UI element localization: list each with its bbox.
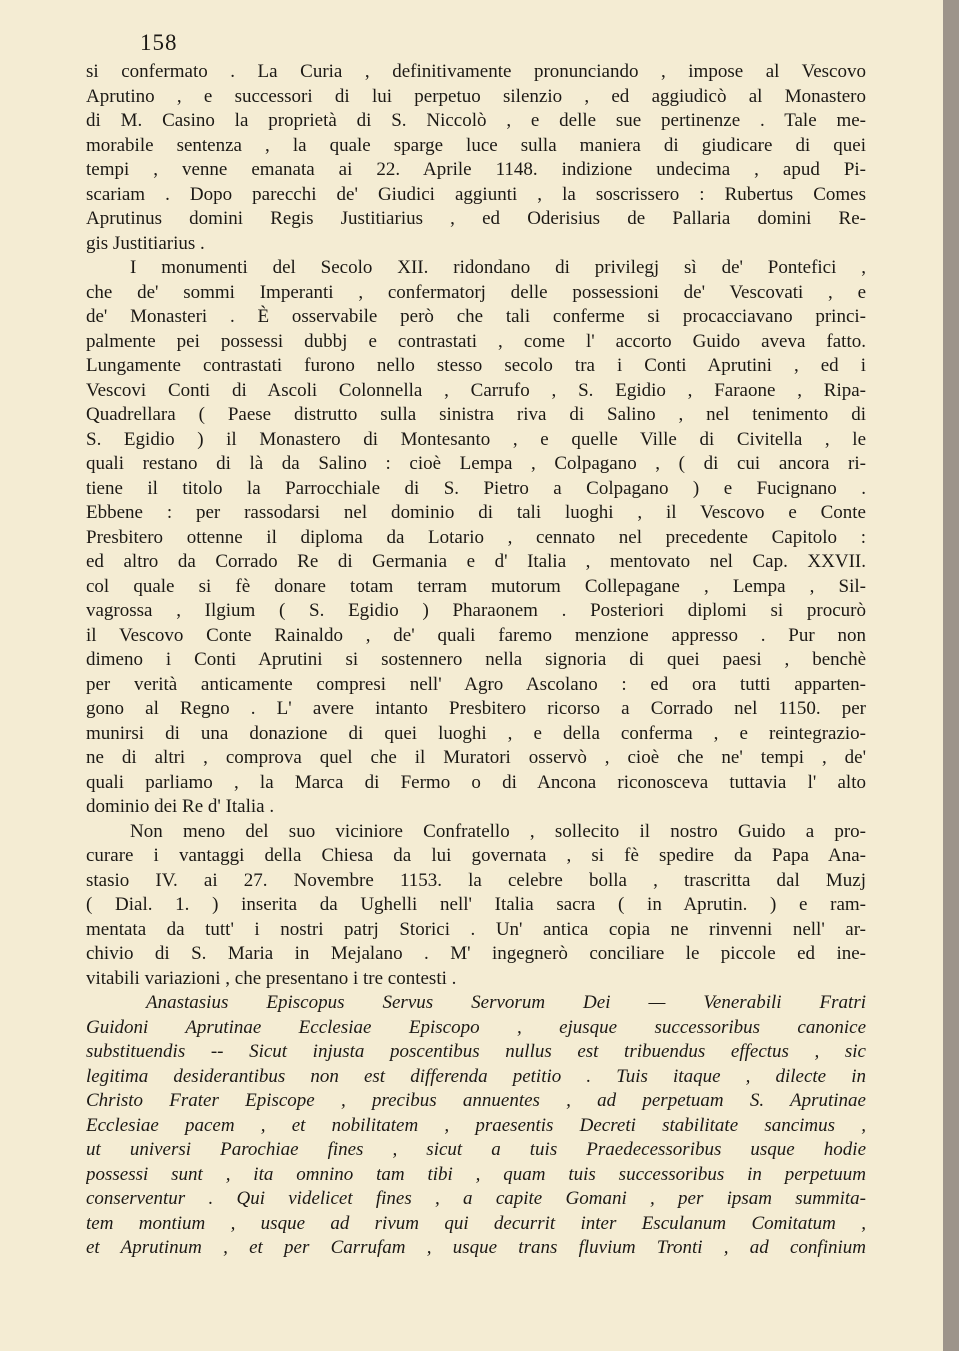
latin-line: ut universi Parochiae fines , sicut a tuis Praedecessoribus usque hodie — [86, 1139, 866, 1160]
text-line: il Vescovo Conte Rainaldo , de' quali faremo menzione appresso . Pur non — [86, 624, 866, 646]
page-text — [86, 60, 866, 1261]
latin-line: conserventur . Qui videlicet fines , a capite Gomani , per ipsam summita- — [86, 1188, 866, 1209]
text-line: Vescovi Conti di Ascoli Colonnella , Carrufo , S. Egidio , Faraone , Ripa- — [86, 379, 866, 401]
latin-line: substituendis -- Sicut injusta poscentibus nullus est tribuendus effectus , sic — [86, 1041, 866, 1062]
text-line: vagrossa , Ilgium ( S. Egidio ) Pharaonem . Posteriori diplomi si procurò — [86, 600, 866, 621]
text-line: Aprutinus domini Regis Justitiarius , ed Oderisius de Pallaria domini Re- — [86, 208, 866, 229]
text-line: col quale si fè donare totam terram mutorum Collepagane , Lempa , Sil- — [86, 575, 866, 597]
text-line: si confermato . La Curia , definitivamente pronunciando , impose al Vescovo — [86, 61, 866, 82]
text-line: munirsi di una donazione di quei luoghi , e della conferma , e reintegrazio- — [86, 722, 866, 744]
text-line: vitabili variazioni , che presentano i tre contesti . — [86, 967, 457, 989]
text-line: di M. Casino la proprietà di S. Niccolò , e delle sue pertinenze . Tale me- — [86, 110, 866, 131]
text-line: S. Egidio ) il Monastero di Montesanto , e quelle Ville di Civitella , le — [86, 428, 866, 450]
text-line: gono al Regno . L' avere intanto Presbitero ricorso a Corrado nel 1150. per — [86, 698, 866, 719]
text-line: stasio IV. ai 27. Novembre 1153. la celebre bolla , trascritta dal Muzj — [86, 869, 866, 891]
text-line: Aprutino , e successori di lui perpetuo silenzio , ed aggiudicò al Monastero — [86, 85, 866, 107]
text-line: ed altro da Corrado Re di Germania e d' Italia , mentovato nel Cap. XXVII. — [86, 551, 866, 572]
text-line: mentata da tutt' i nostri patrj Storici . Un' antica copia ne rinvenni nell' ar- — [86, 918, 866, 940]
latin-line: possessi sunt , ita omnino tam tibi , quam tuis successoribus in perpetuum — [86, 1163, 866, 1185]
latin-line: Guidoni Aprutinae Ecclesiae Episcopo , ejusque successoribus canonice — [86, 1016, 866, 1038]
latin-line: legitima desiderantibus non est differenda petitio . Tuis itaque , dilecte in — [86, 1065, 866, 1087]
latin-line: Anastasius Episcopus Servus Servorum Dei — Venerabili Fratri — [146, 992, 866, 1013]
text-line: curare i vantaggi della Chiesa da lui governata , si fè spedire da Papa Ana- — [86, 845, 866, 866]
text-line: per verità anticamente compresi nell' Agro Ascolano : ed ora tutti apparten- — [86, 673, 866, 695]
text-line: dimeno i Conti Aprutini si sostennero nella signoria di quei paesi , benchè — [86, 649, 866, 670]
text-line: ( Dial. 1. ) inserita da Ughelli nell' Italia sacra ( in Aprutin. ) e ram- — [86, 894, 866, 915]
text-line: gis Justitiarius . — [86, 232, 205, 254]
latin-line: et Aprutinum , et per Carrufam , usque trans fluvium Tronti , ad confinium — [86, 1237, 866, 1258]
text-line: che de' sommi Imperanti , confermatorj delle possessioni de' Vescovati , e — [86, 281, 866, 303]
text-line: Lungamente contrastati furono nello stesso secolo tra i Conti Aprutini , ed i — [86, 355, 866, 376]
page-edge — [943, 0, 959, 1351]
text-line: scariam . Dopo parecchi de' Giudici aggiunti , la soscrissero : Rubertus Comes — [86, 183, 866, 205]
text-line: morabile sentenza , la quale sparge luce sulla maniera di giudicare di quei — [86, 134, 866, 156]
text-line: palmente pei possessi dubbj e contrastati , come l' accorto Guido aveva fatto. — [86, 330, 866, 352]
text-line: Quadrellara ( Paese distrutto sulla sinistra riva di Salino , nel tenimento di — [86, 404, 866, 425]
text-line: tempi , venne emanata ai 22. Aprile 1148. indizione undecima , apud Pi- — [86, 159, 866, 180]
text-line: quali parliamo , la Marca di Fermo o di Ancona riconosceva tuttavia l' alto — [86, 771, 866, 793]
text-line: de' Monasteri . È osservabile però che tali conferme si procacciavano princi- — [86, 306, 866, 327]
latin-line: Ecclesiae pacem , et nobilitatem , praesentis Decreti stabilitate sancimus , — [86, 1114, 866, 1136]
text-line: quali restano di là da Salino : cioè Lempa , Colpagano , ( di cui ancora ri- — [86, 453, 866, 474]
text-line: Ebbene : per rassodarsi nel dominio di tali luoghi , il Vescovo e Conte — [86, 502, 866, 523]
text-line: Presbitero ottenne il diploma da Lotario , cennato nel precedente Capitolo : — [86, 526, 866, 548]
latin-line: tem montium , usque ad rivum qui decurrit inter Esculanum Comitatum , — [86, 1212, 866, 1234]
text-line: Non meno del suo viciniore Confratello , sollecito il nostro Guido a pro- — [130, 820, 866, 842]
text-line: I monumenti del Secolo XII. ridondano di privilegj sì de' Pontefici , — [130, 257, 866, 278]
text-line: tiene il titolo la Parrocchiale di S. Pietro a Colpagano ) e Fucignano . — [86, 477, 866, 499]
latin-line: Christo Frater Episcope , precibus annuentes , ad perpetuam S. Aprutinae — [86, 1090, 866, 1111]
page-number: 158 — [140, 30, 178, 55]
text-line: ne di altri , comprova quel che il Muratori osservò , cioè che ne' tempi , de' — [86, 747, 866, 768]
text-line: chivio di S. Maria in Mejalano . M' ingegnerò conciliare le piccole ed ine- — [86, 943, 866, 964]
text-line: dominio dei Re d' Italia . — [86, 796, 275, 817]
